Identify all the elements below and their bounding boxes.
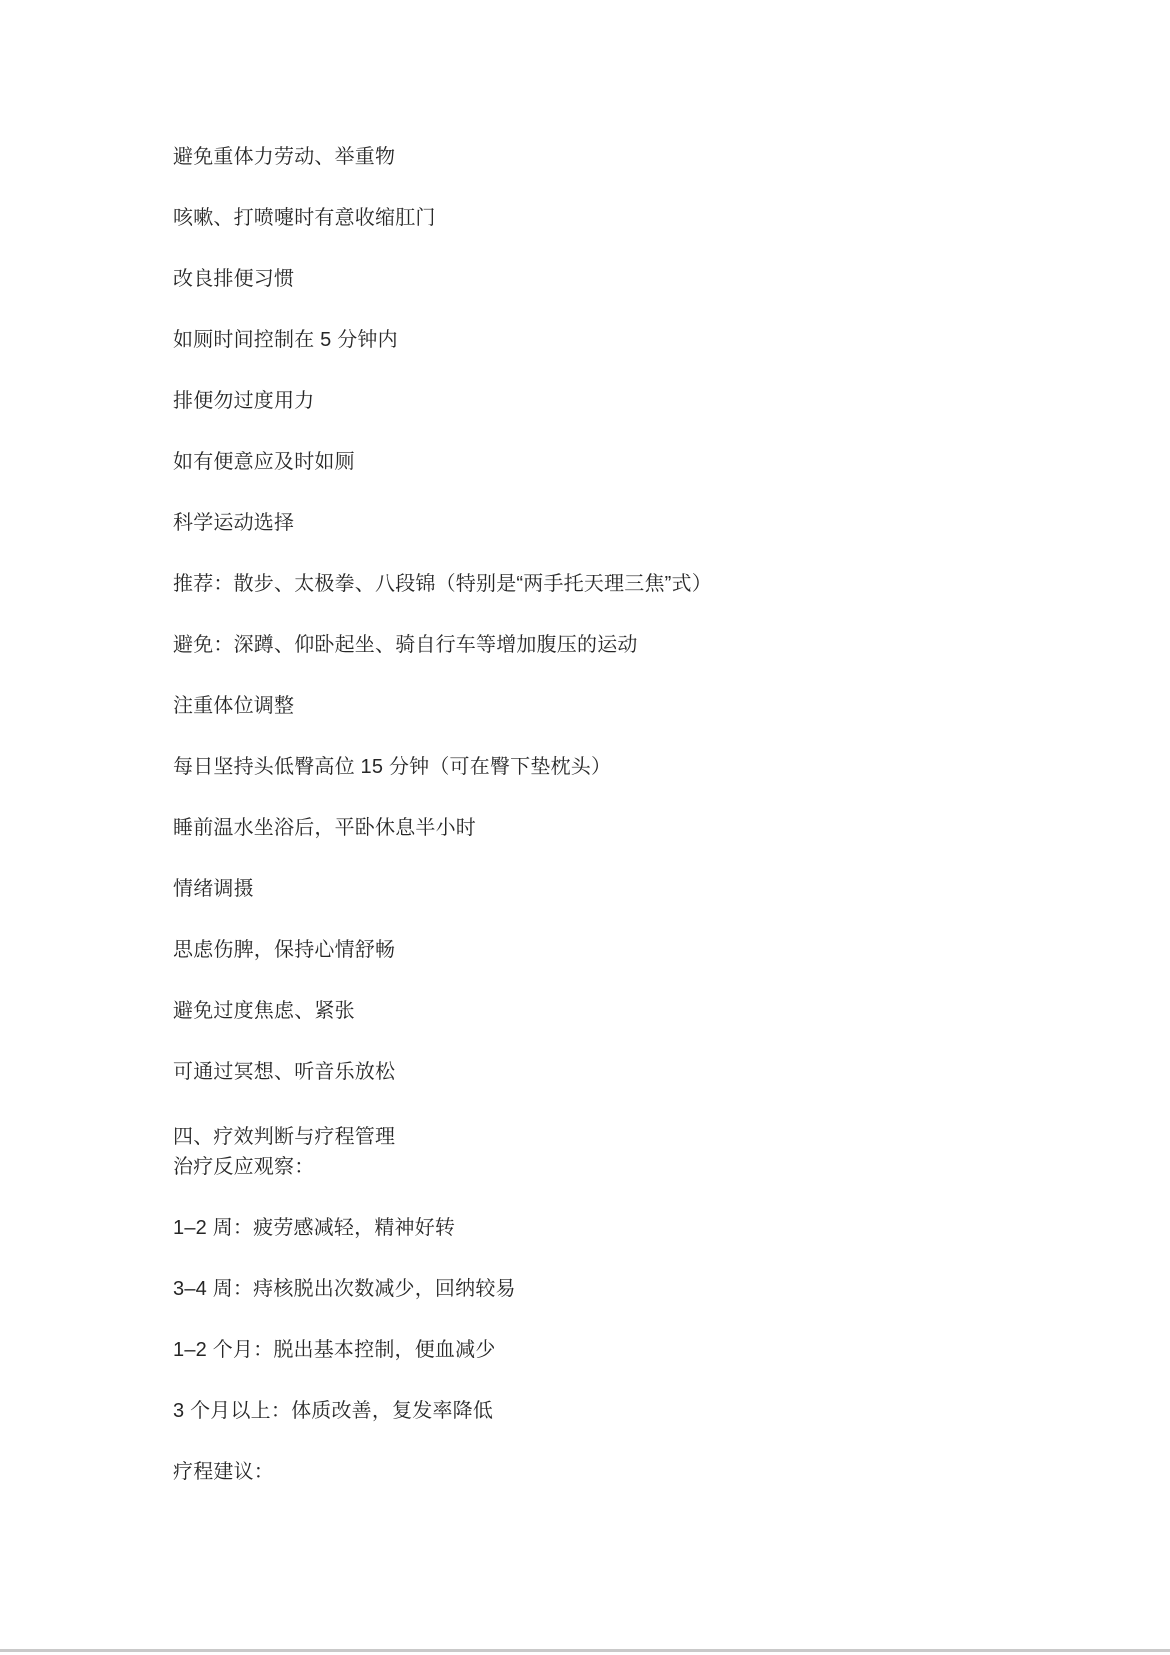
advice-line: 科学运动选择 [173,512,295,534]
observation-line: 3–4 周：痔核脱出次数减少，回纳较易 [173,1278,516,1300]
advice-line: 注重体位调整 [173,695,295,717]
advice-line: 咳嗽、打喷嚏时有意收缩肛门 [173,207,436,229]
bottom-divider [0,1649,1170,1652]
advice-line: 如有便意应及时如厕 [173,451,355,473]
observation-line: 1–2 周：疲劳感减轻，精神好转 [173,1217,456,1239]
advice-line: 情绪调摄 [173,878,254,900]
advice-line: 如厕时间控制在 5 分钟内 [173,329,398,351]
observation-line: 1–2 个月：脱出基本控制，便血减少 [173,1339,496,1361]
advice-line: 思虑伤脾，保持心情舒畅 [173,939,396,961]
course-advice-label: 疗程建议： [173,1461,274,1483]
observation-line: 3 个月以上：体质改善，复发率降低 [173,1400,494,1422]
advice-line: 避免：深蹲、仰卧起坐、骑自行车等增加腹压的运动 [173,634,638,656]
advice-line: 每日坚持头低臀高位 15 分钟（可在臀下垫枕头） [173,756,612,778]
section-subheading: 治疗反应观察： [173,1156,315,1178]
section-heading-block [173,1122,1110,1182]
advice-line: 避免重体力劳动、举重物 [173,146,396,168]
section-heading: 四、疗效判断与疗程管理 [173,1126,396,1148]
advice-line: 改良排便习惯 [173,268,295,290]
advice-line: 可通过冥想、听音乐放松 [173,1061,396,1083]
advice-line: 推荐：散步、太极拳、八段锦（特别是“两手托天理三焦”式） [173,573,712,595]
advice-line: 排便勿过度用力 [173,390,315,412]
advice-line: 睡前温水坐浴后，平卧休息半小时 [173,817,476,839]
advice-line: 避免过度焦虑、紧张 [173,1000,355,1022]
